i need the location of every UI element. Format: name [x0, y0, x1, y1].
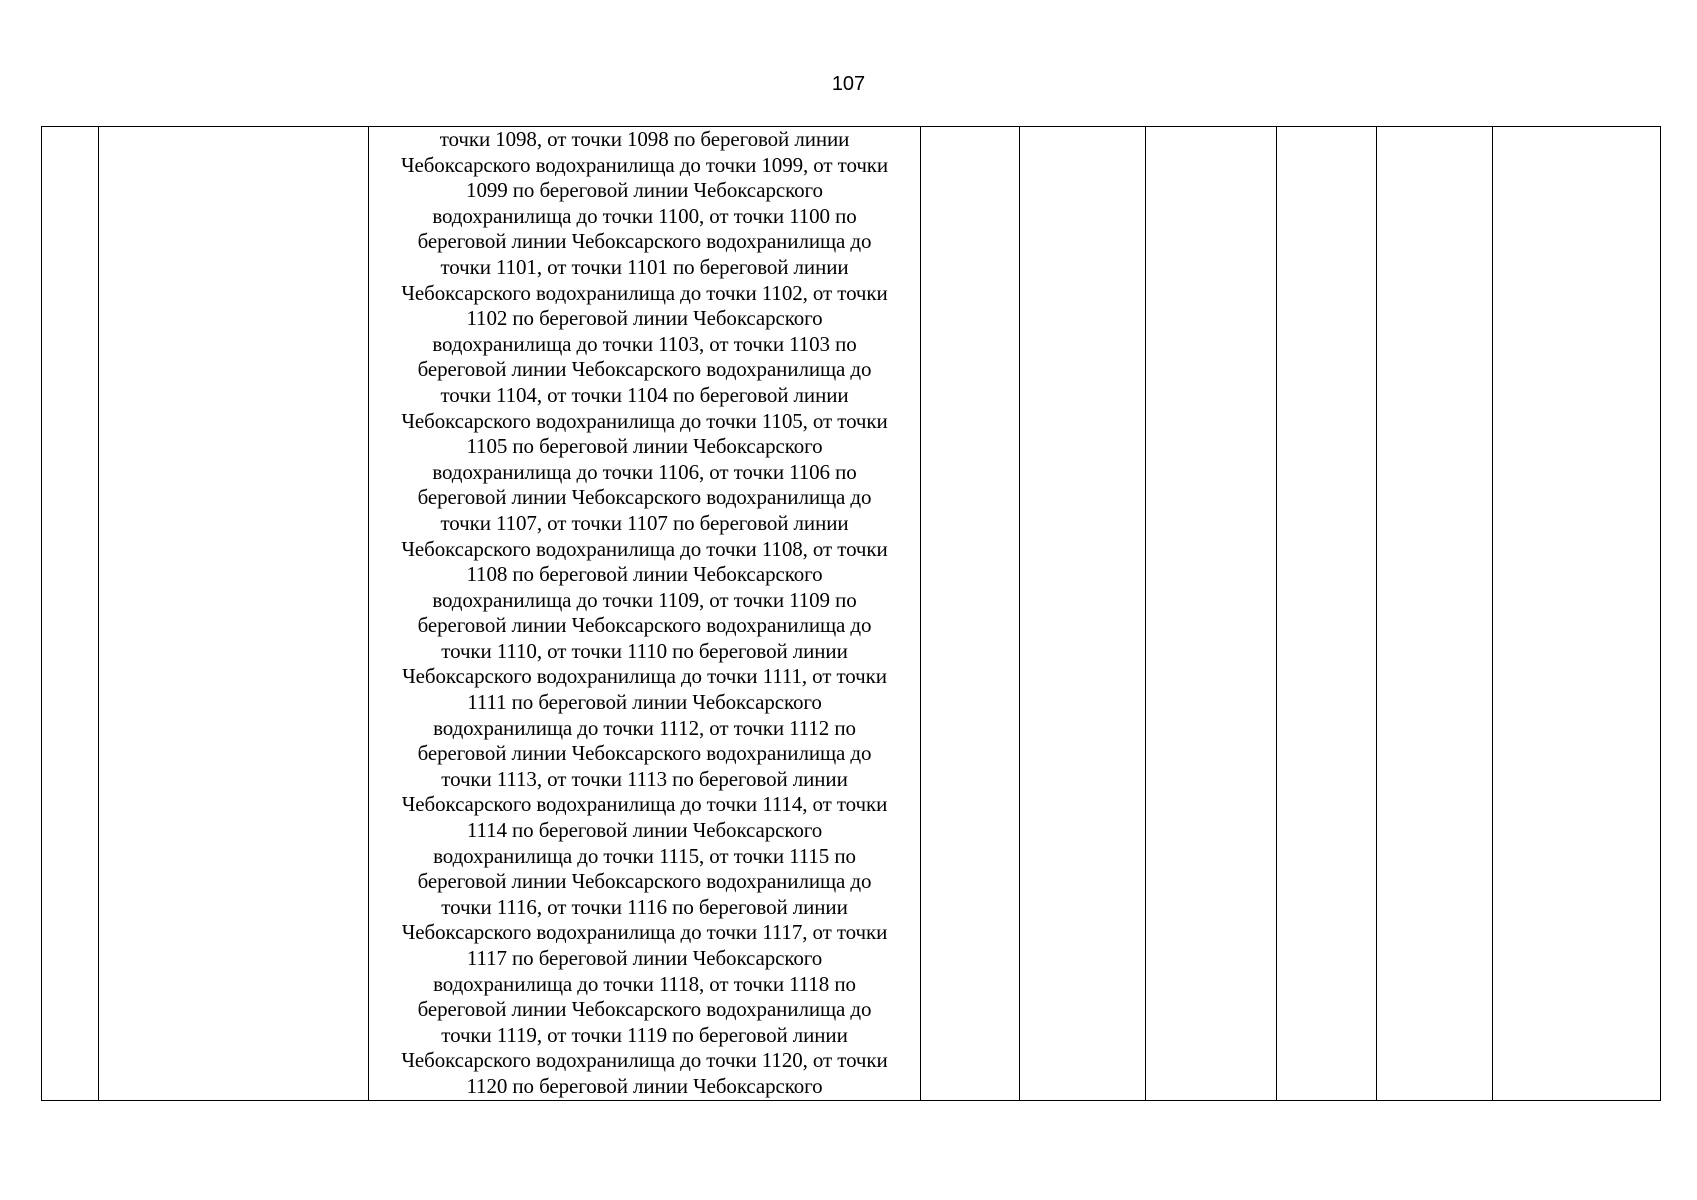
description-line: 1102 по береговой линии Чебоксарского: [466, 306, 823, 331]
description-line: береговой линии Чебоксарского водохранилища до: [417, 229, 872, 254]
description-line: точки 1098, от точки 1098 по береговой линии: [439, 127, 850, 151]
description-line: 1111 по береговой линии Чебоксарского: [467, 690, 822, 715]
description-line: береговой линии Чебоксарского водохранилища до: [417, 613, 872, 638]
cell-index: [42, 127, 99, 1101]
cell-boundary-description: [369, 127, 921, 1101]
cell-col-4: [921, 127, 1020, 1101]
description-line: точки 1104, от точки 1104 по береговой линии: [440, 382, 849, 407]
description-line: точки 1116, от точки 1116 по береговой линии: [441, 894, 848, 919]
description-line: Чебоксарского водохранилища до точки 1105, от точки: [401, 408, 888, 433]
description-line: точки 1119, от точки 1119 по береговой линии: [441, 1022, 848, 1047]
description-line: Чебоксарского водохранилища до точки 1120, от точки: [401, 1048, 888, 1073]
description-line: береговой линии Чебоксарского водохранилища до: [417, 997, 872, 1022]
description-line: береговой линии Чебоксарского водохранилища до: [417, 357, 872, 382]
description-line: береговой линии Чебоксарского водохранилища до: [417, 741, 872, 766]
cell-col-9: [1493, 127, 1661, 1101]
description-line: 1117 по береговой линии Чебоксарского: [466, 946, 823, 970]
description-line: водохранилища до точки 1106, от точки 1106 по: [432, 459, 857, 484]
description-line: водохранилища до точки 1100, от точки 1100 по: [432, 203, 857, 228]
description-line: береговой линии Чебоксарского водохранилища до: [417, 485, 872, 510]
description-line: Чебоксарского водохранилища до точки 1114, от точки: [401, 792, 888, 817]
description-line: водохранилища до точки 1109, от точки 1109 по: [432, 587, 857, 612]
description-line: 1114 по береговой линии Чебоксарского: [466, 818, 823, 843]
cell-col-7: [1277, 127, 1377, 1101]
description-line: водохранилища до точки 1118, от точки 1118 по: [433, 971, 856, 996]
description-line: точки 1107, от точки 1107 по береговой линии: [440, 510, 849, 535]
description-line: береговой линии Чебоксарского водохранилища до: [417, 869, 872, 894]
description-line: Чебоксарского водохранилища до точки 1117, от точки: [401, 920, 888, 945]
table-row: [42, 127, 1661, 1101]
description-text: [369, 127, 920, 1100]
description-line: точки 1110, от точки 1110 по береговой линии: [441, 638, 848, 663]
cell-col-5: [1020, 127, 1146, 1101]
description-line: Чебоксарского водохранилища до точки 1099, от точки: [400, 152, 889, 177]
description-line: Чебоксарского водохранилища до точки 1108, от точки: [401, 536, 888, 561]
description-line: 1120 по береговой линии Чебоксарского: [466, 1073, 823, 1098]
description-line: водохранилища до точки 1112, от точки 1112 по: [433, 715, 856, 740]
description-line: 1099 по береговой линии Чебоксарского: [466, 178, 823, 203]
cell-col-8: [1377, 127, 1493, 1101]
boundary-description-table: [41, 126, 1661, 1101]
description-line: точки 1113, от точки 1113 по береговой линии: [441, 766, 848, 791]
description-line: точки 1101, от точки 1101 по береговой линии: [440, 254, 849, 279]
description-line: 1108 по береговой линии Чебоксарского: [466, 562, 823, 587]
description-line: водохранилища до точки 1115, от точки 1115 по: [433, 843, 856, 868]
description-line: водохранилища до точки 1103, от точки 1103 по: [432, 331, 857, 356]
description-line: Чебоксарского водохранилища до точки 1102, от точки: [401, 280, 888, 305]
description-line: Чебоксарского водохранилища до точки 1111, от точки: [402, 664, 887, 689]
page-number: 107: [831, 73, 866, 95]
cell-name: [99, 127, 369, 1101]
cell-col-6: [1146, 127, 1277, 1101]
description-line: 1105 по береговой линии Чебоксарского: [466, 434, 823, 459]
